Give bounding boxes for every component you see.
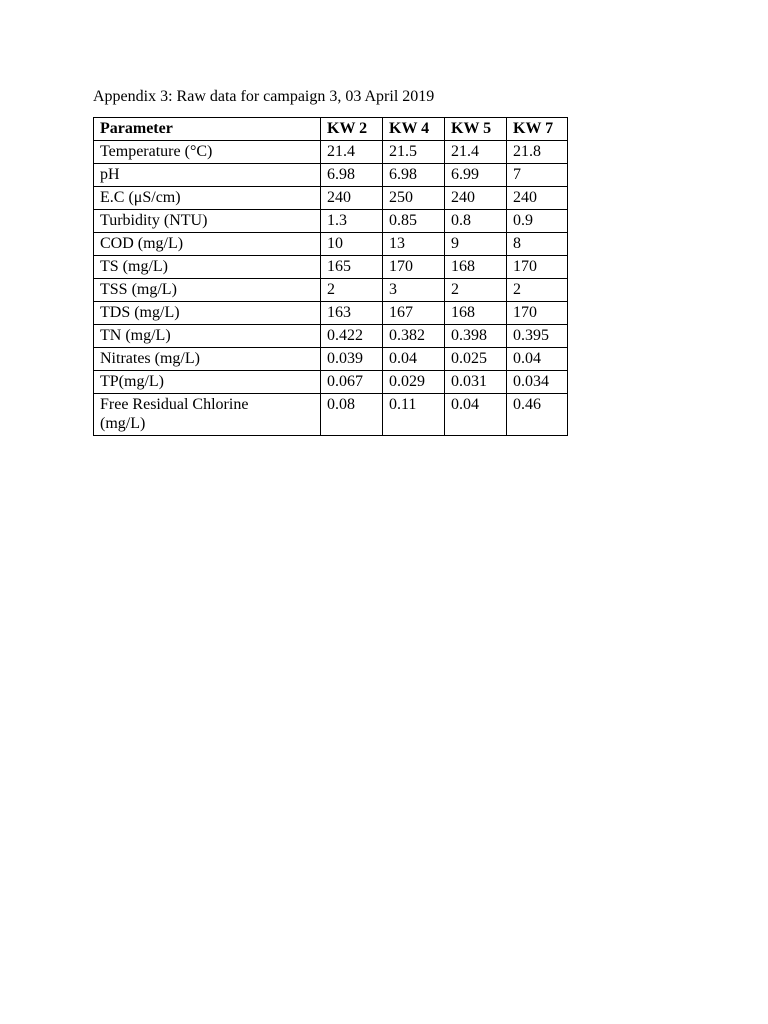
- row-value-cell: 0.04: [507, 348, 568, 371]
- header-kw2: KW 2: [321, 118, 383, 141]
- row-value-cell: 0.382: [383, 325, 445, 348]
- row-value-cell: 2: [445, 279, 507, 302]
- row-parameter-cell: pH: [94, 164, 321, 187]
- table-row: [94, 233, 568, 256]
- row-value-cell: 6.98: [321, 164, 383, 187]
- row-parameter-cell: TP(mg/L): [94, 371, 321, 394]
- header-kw5: KW 5: [445, 118, 507, 141]
- row-value-cell: 13: [383, 233, 445, 256]
- header-row: [94, 118, 568, 141]
- row-parameter-cell: E.C (μS/cm): [94, 187, 321, 210]
- row-value-cell: 165: [321, 256, 383, 279]
- row-value-cell: 21.5: [383, 141, 445, 164]
- row-value-cell: 0.85: [383, 210, 445, 233]
- row-value-cell: 0.039: [321, 348, 383, 371]
- raw-data-table: [93, 117, 568, 436]
- row-value-cell: 0.422: [321, 325, 383, 348]
- table-caption: Appendix 3: Raw data for campaign 3, 03 April 2019: [93, 88, 435, 105]
- header-parameter: Parameter: [94, 118, 321, 141]
- row-parameter-cell: Turbidity (NTU): [94, 210, 321, 233]
- row-value-cell: 168: [445, 256, 507, 279]
- table-row: [94, 141, 568, 164]
- row-value-cell: 163: [321, 302, 383, 325]
- header-kw7: KW 7: [507, 118, 568, 141]
- row-value-cell: 10: [321, 233, 383, 256]
- row-value-cell: 3: [383, 279, 445, 302]
- table-row: [94, 256, 568, 279]
- row-value-cell: 170: [507, 256, 568, 279]
- row-value-cell: 0.031: [445, 371, 507, 394]
- row-value-cell: 168: [445, 302, 507, 325]
- table-row: [94, 325, 568, 348]
- row-value-cell: 250: [383, 187, 445, 210]
- row-parameter-cell: Free Residual Chlorine (mg/L): [94, 394, 321, 436]
- row-value-cell: 0.11: [383, 394, 445, 436]
- row-value-cell: 167: [383, 302, 445, 325]
- row-value-cell: 0.025: [445, 348, 507, 371]
- row-value-cell: 7: [507, 164, 568, 187]
- row-parameter-cell: TS (mg/L): [94, 256, 321, 279]
- row-value-cell: 0.04: [383, 348, 445, 371]
- row-value-cell: 240: [445, 187, 507, 210]
- row-value-cell: 0.08: [321, 394, 383, 436]
- row-value-cell: 6.98: [383, 164, 445, 187]
- row-value-cell: 2: [507, 279, 568, 302]
- table-row: [94, 187, 568, 210]
- table-row: [94, 302, 568, 325]
- row-value-cell: 240: [321, 187, 383, 210]
- row-value-cell: 1.3: [321, 210, 383, 233]
- row-parameter-cell: Nitrates (mg/L): [94, 348, 321, 371]
- table-row: [94, 164, 568, 187]
- row-value-cell: 0.04: [445, 394, 507, 436]
- row-parameter-cell: TSS (mg/L): [94, 279, 321, 302]
- row-value-cell: 0.398: [445, 325, 507, 348]
- table-row: [94, 371, 568, 394]
- table-row: [94, 348, 568, 371]
- row-value-cell: 9: [445, 233, 507, 256]
- row-parameter-cell: COD (mg/L): [94, 233, 321, 256]
- row-value-cell: 0.067: [321, 371, 383, 394]
- row-value-cell: 0.395: [507, 325, 568, 348]
- table-row: [94, 210, 568, 233]
- row-value-cell: 6.99: [445, 164, 507, 187]
- row-value-cell: 240: [507, 187, 568, 210]
- table-row: [94, 394, 568, 436]
- row-value-cell: 8: [507, 233, 568, 256]
- row-value-cell: 0.9: [507, 210, 568, 233]
- row-value-cell: 21.8: [507, 141, 568, 164]
- row-value-cell: 0.029: [383, 371, 445, 394]
- row-value-cell: 170: [383, 256, 445, 279]
- row-value-cell: 0.46: [507, 394, 568, 436]
- table-body: [94, 141, 568, 436]
- row-parameter-cell: Temperature (°C): [94, 141, 321, 164]
- row-value-cell: 0.034: [507, 371, 568, 394]
- row-parameter-cell: TN (mg/L): [94, 325, 321, 348]
- row-value-cell: 170: [507, 302, 568, 325]
- row-value-cell: 21.4: [321, 141, 383, 164]
- row-value-cell: 21.4: [445, 141, 507, 164]
- row-value-cell: 0.8: [445, 210, 507, 233]
- row-value-cell: 2: [321, 279, 383, 302]
- row-parameter-cell: TDS (mg/L): [94, 302, 321, 325]
- header-kw4: KW 4: [383, 118, 445, 141]
- table-row: [94, 279, 568, 302]
